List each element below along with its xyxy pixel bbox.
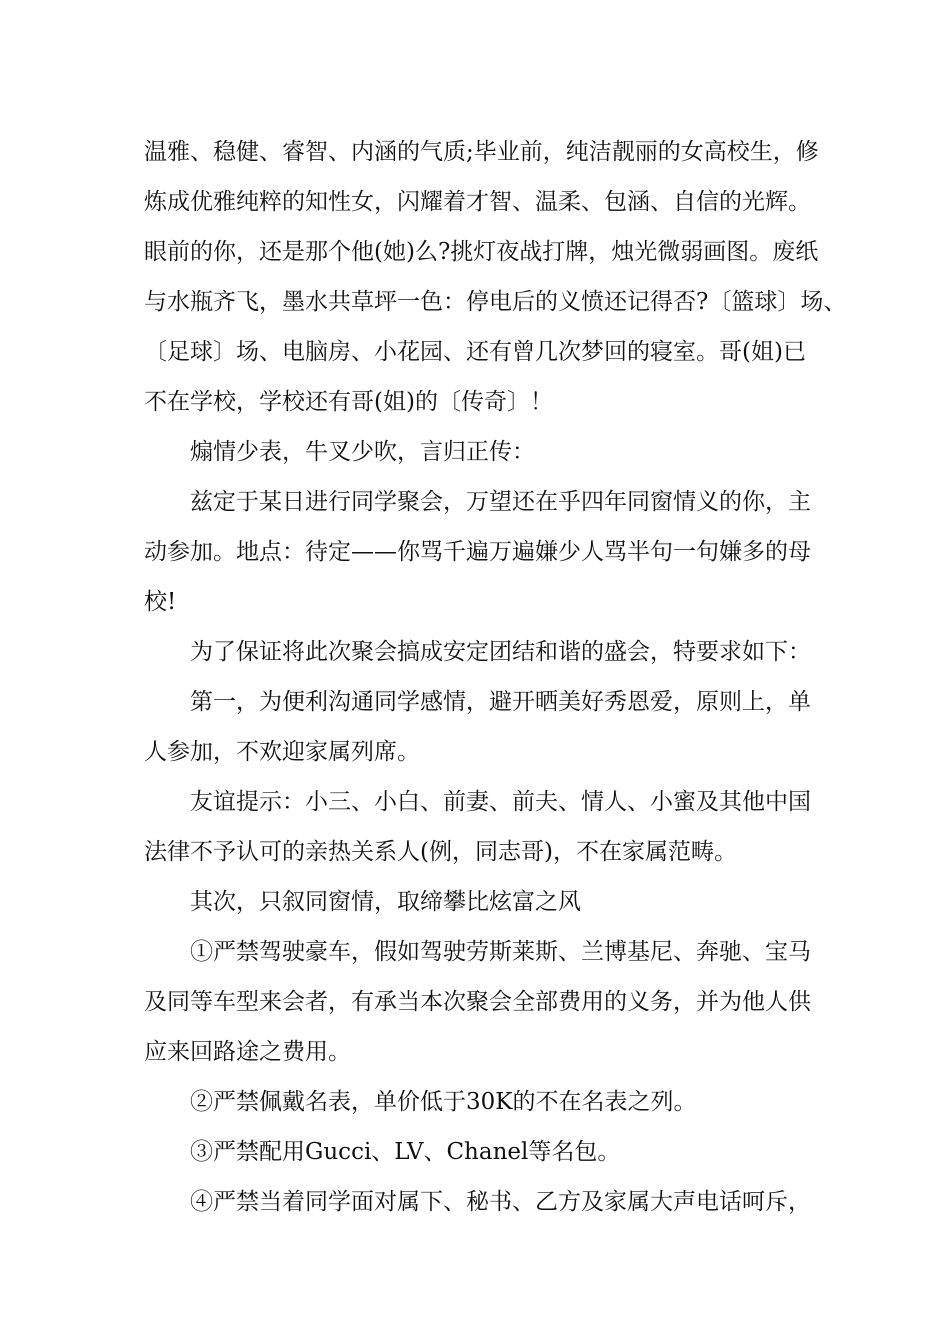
text-line: 其次，只叙同窗情，取缔攀比炫富之风 bbox=[190, 889, 581, 915]
text-line: 炼成优雅纯粹的知性女，闪耀着才智、温柔、包涵、自信的光辉。 bbox=[144, 189, 811, 215]
text-line: ①严禁驾驶豪车，假如驾驶劳斯莱斯、兰博基尼、奔驰、宝马 bbox=[190, 939, 811, 965]
text-line: 〔足球〕场、电脑房、小花园、还有曾几次梦回的寝室。哥(姐)已 bbox=[144, 339, 806, 365]
text-line: ④严禁当着同学面对属下、秘书、乙方及家属大声电话呵斥， bbox=[190, 1189, 811, 1215]
text-line: 应来回路途之费用。 bbox=[144, 1039, 351, 1065]
text-line: 煽情少表，牛叉少吹，言归正传： bbox=[190, 439, 535, 465]
text-line: 校! bbox=[144, 589, 177, 615]
text-line: 法律不予认可的亲热关系人(例，同志哥)，不在家属范畴。 bbox=[144, 839, 737, 865]
text-line: 温雅、稳健、睿智、内涵的气质;毕业前，纯洁靓丽的女高校生，修 bbox=[144, 139, 819, 165]
text-line: 及同等车型来会者，有承当本次聚会全部费用的义务，并为他人供 bbox=[144, 989, 811, 1015]
text-line: 动参加。地点：待定——你骂千遍万遍嫌少人骂半句一句嫌多的母 bbox=[144, 539, 811, 565]
text-line: 人参加，不欢迎家属列席。 bbox=[144, 739, 420, 765]
text-line: 为了保证将此次聚会搞成安定团结和谐的盛会，特要求如下： bbox=[190, 639, 811, 665]
text-line: 第一，为便利沟通同学感情，避开晒美好秀恩爱，原则上，单 bbox=[190, 689, 811, 715]
text-line: ②严禁佩戴名表，单价低于30K的不在名表之列。 bbox=[190, 1089, 697, 1115]
text-line: 与水瓶齐飞，墨水共草坪一色：停电后的义愤还记得否?〔篮球〕场、 bbox=[144, 289, 847, 315]
text-line: 不在学校，学校还有哥(姐)的〔传奇〕！ bbox=[144, 389, 553, 415]
text-line: 眼前的你，还是那个他(她)么?挑灯夜战打牌，烛光微弱画图。废纸 bbox=[144, 239, 819, 265]
text-line: 兹定于某日进行同学聚会，万望还在乎四年同窗情义的你，主 bbox=[190, 489, 811, 515]
text-line: ③严禁配用Gucci、LV、Chanel等名包。 bbox=[190, 1139, 621, 1165]
text-line: 友谊提示：小三、小白、前妻、前夫、情人、小蜜及其他中国 bbox=[190, 789, 811, 815]
